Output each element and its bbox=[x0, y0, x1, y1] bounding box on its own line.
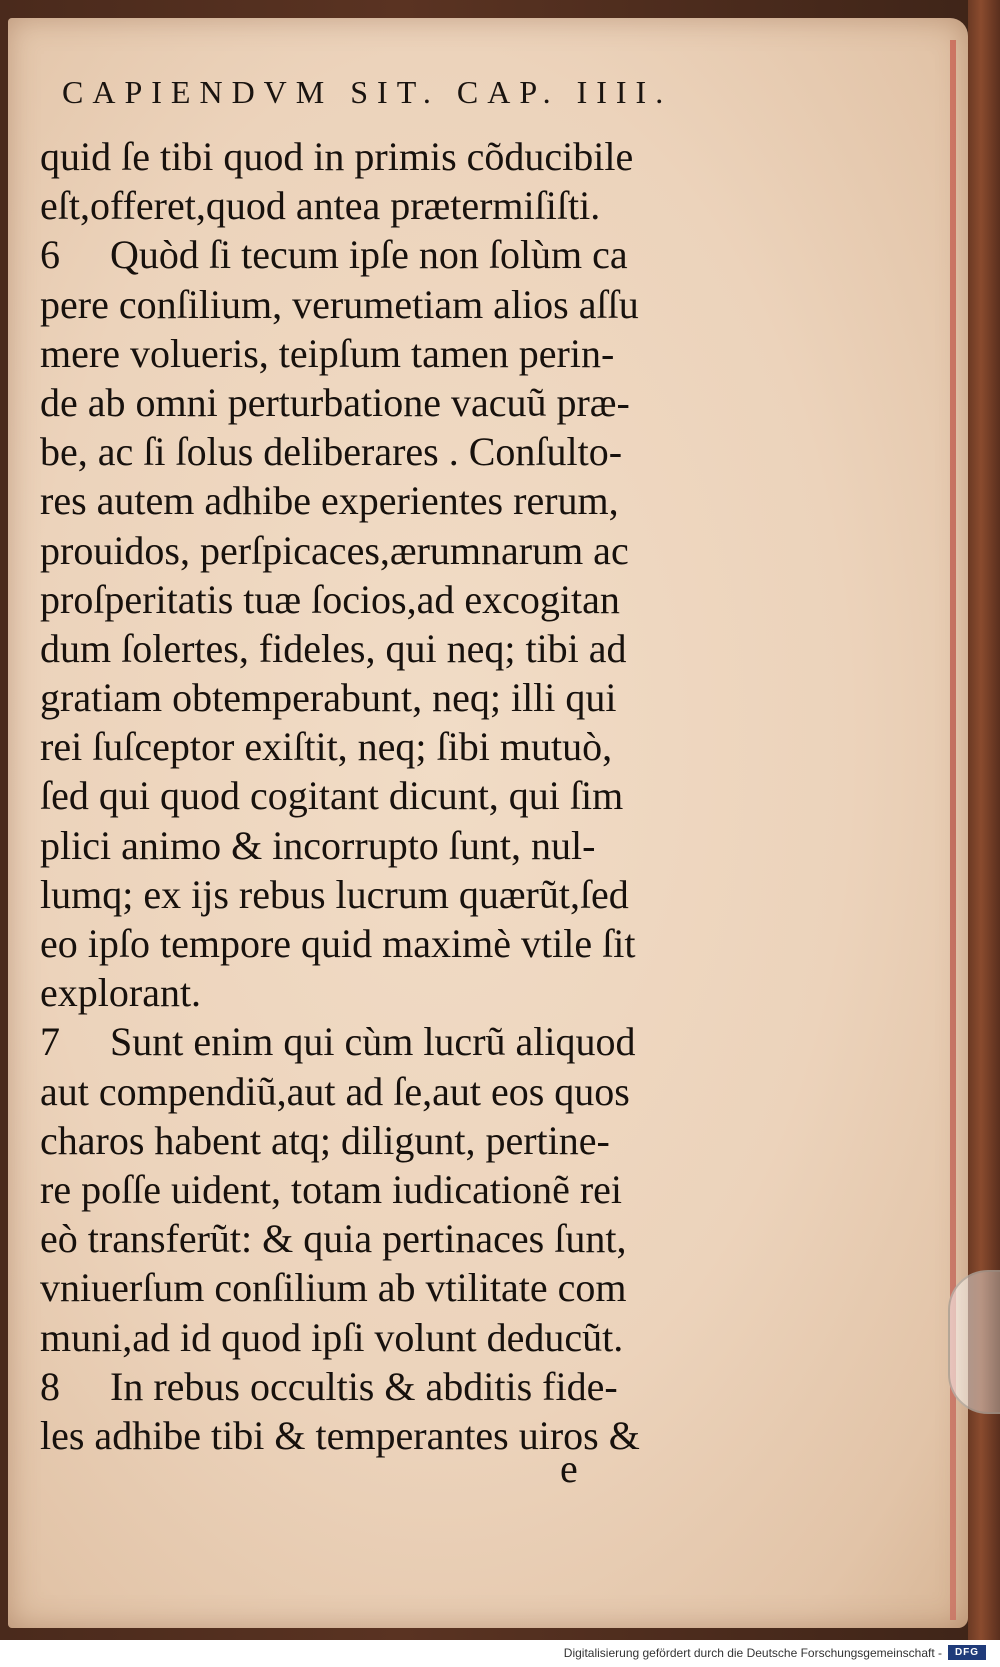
line-text: lumq; ex ijs rebus lucrum quærũt,ſed bbox=[40, 871, 629, 917]
line-text: eo ipſo tempore quid maximè vtile ſit bbox=[40, 921, 636, 966]
text-line bbox=[40, 821, 740, 870]
text-line bbox=[40, 673, 740, 722]
text-line bbox=[40, 1214, 740, 1263]
line-text: eſt,offeret,quod antea prætermiſiſti. bbox=[40, 183, 601, 229]
text-line bbox=[40, 1017, 740, 1066]
line-text: rei ſuſceptor exiſtit, neq; ſibi mutuò, bbox=[40, 724, 613, 770]
text-line bbox=[40, 919, 740, 968]
line-text: pere conſilium, verumetiam alios aſſu bbox=[40, 281, 639, 327]
text-line bbox=[40, 1313, 740, 1362]
footer-credit: Digitalisierung gefördert durch die Deutsche Forschungsgemeinschaft - bbox=[563, 1646, 942, 1660]
text-line bbox=[40, 1263, 740, 1312]
text-line bbox=[40, 722, 740, 771]
running-head: CAPIENDVM SIT. CAP. IIII. bbox=[62, 74, 673, 110]
paragraph-number: 7 bbox=[40, 1019, 60, 1065]
line-text: mere volueris, teipſum tamen perin- bbox=[40, 330, 615, 376]
footer-bar bbox=[0, 1640, 1000, 1667]
text-line bbox=[40, 230, 740, 279]
page-clip bbox=[948, 1270, 1000, 1414]
text-line bbox=[40, 968, 740, 1017]
line-text: charos habent atq; diligunt, pertine- bbox=[40, 1117, 610, 1163]
catchword: e bbox=[560, 1446, 578, 1491]
text-line bbox=[40, 378, 740, 427]
text-line bbox=[40, 1165, 740, 1214]
text-line bbox=[40, 575, 740, 624]
text-line bbox=[40, 476, 740, 525]
line-text: plici animo & incorrupto ſunt, nul- bbox=[40, 822, 596, 868]
line-text: ſed qui quod cogitant dicunt, qui ſim bbox=[40, 773, 624, 819]
text-line bbox=[40, 132, 740, 181]
text-line bbox=[40, 1067, 740, 1116]
line-text: quid ſe tibi quod in primis cõducibile bbox=[40, 134, 634, 179]
body-text bbox=[40, 132, 740, 1460]
text-line bbox=[40, 181, 740, 230]
line-text: re poſſe uident, totam iudicationẽ rei bbox=[40, 1166, 623, 1212]
line-text: In rebus occultis & abditis fide- bbox=[110, 1363, 618, 1409]
line-text: be, ac ſi ſolus deliberares . Conſulto- bbox=[40, 429, 623, 475]
line-text: muni,ad id quod ipſi volunt deducũt. bbox=[40, 1314, 624, 1360]
line-text: de ab omni perturbatione vacuũ præ- bbox=[40, 379, 630, 425]
line-text: dum ſolertes, fideles, qui neq; tibi ad bbox=[40, 625, 627, 671]
text-line bbox=[40, 870, 740, 919]
text-line bbox=[40, 427, 740, 476]
text-line bbox=[40, 526, 740, 575]
line-text: eò transferũt: & quia pertinaces ſunt, bbox=[40, 1216, 627, 1262]
text-line bbox=[40, 624, 740, 673]
line-text: vniuerſum conſilium ab vtilitate com bbox=[40, 1265, 627, 1311]
dfg-logo-icon: DFG bbox=[948, 1645, 986, 1660]
text-line bbox=[40, 1362, 740, 1411]
line-text: Sunt enim qui cùm lucrũ aliquod bbox=[110, 1019, 636, 1065]
paragraph-number: 6 bbox=[40, 232, 60, 278]
line-text: les adhibe tibi & temperantes uiros & bbox=[40, 1412, 640, 1458]
paragraph-number: 8 bbox=[40, 1363, 60, 1409]
line-text: proſperitatis tuæ ſocios,ad excogitan bbox=[40, 576, 620, 622]
line-text: prouidos, perſpicaces,ærumnarum ac bbox=[40, 527, 629, 573]
line-text: explorant. bbox=[40, 970, 202, 1016]
line-text: Quòd ſi tecum ipſe non ſolùm ca bbox=[110, 232, 628, 278]
line-text: aut compendiũ,aut ad ſe,aut eos quos bbox=[40, 1068, 630, 1114]
line-text: res autem adhibe experientes rerum, bbox=[40, 478, 619, 524]
text-line bbox=[40, 1116, 740, 1165]
text-line bbox=[40, 1411, 740, 1460]
text-line bbox=[40, 329, 740, 378]
line-text: gratiam obtemperabunt, neq; illi qui bbox=[40, 675, 617, 721]
text-line bbox=[40, 771, 740, 820]
text-line bbox=[40, 280, 740, 329]
